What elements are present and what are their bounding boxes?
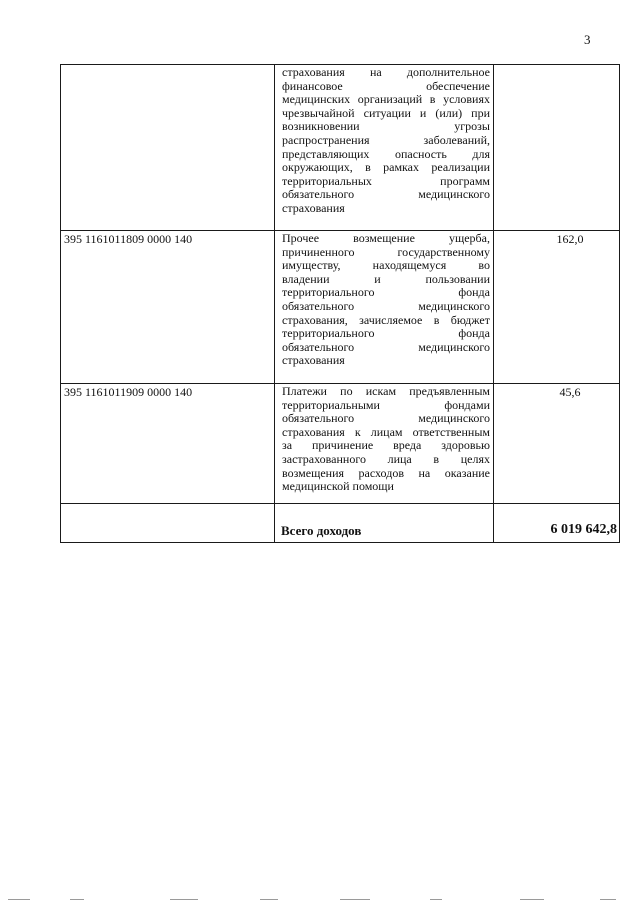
income-name-line: владении и пользовании: [282, 271, 490, 286]
budget-code-cell: 395 1161011809 0000 140: [61, 231, 275, 384]
table-row: [61, 65, 620, 231]
income-name-line: обязательного медицинского: [282, 187, 490, 202]
table-row: [61, 384, 620, 504]
income-name-cell: [275, 231, 494, 384]
total-value: 6 019 642,8: [550, 522, 617, 538]
income-name-line: за причинение вреда здоровью: [282, 438, 490, 453]
income-name-line: обязательного медицинского: [282, 298, 490, 313]
page-number: 3: [584, 32, 591, 47]
amount-cell: [494, 65, 620, 231]
income-name-cell: [275, 65, 494, 231]
income-name-line: территориальными фондами: [282, 397, 490, 412]
total-value-cell: [494, 504, 620, 543]
amount-cell: [494, 384, 620, 504]
income-name-line: застрахованного лица в целях: [282, 451, 490, 466]
income-table: [60, 64, 620, 543]
income-name-line: причиненного государственному: [282, 244, 490, 259]
income-name-line: обязательного медицинского: [282, 339, 490, 354]
income-name-line: представляющих опасность для: [282, 146, 490, 161]
amount-value: 162,0: [556, 232, 584, 246]
income-name-line: страхования, зачисляемое в бюджет: [282, 312, 490, 327]
income-name-text: [282, 385, 490, 494]
total-label: Всего доходов: [281, 523, 362, 539]
income-name-line: территориального фонда: [282, 326, 490, 341]
income-name-line: страхования: [282, 200, 345, 215]
total-empty-cell: [61, 504, 275, 543]
income-name-line: возмещения расходов на оказание: [282, 465, 490, 480]
income-name-line: страхования к лицам ответственным: [282, 424, 490, 439]
income-name-line: страхования: [282, 353, 345, 368]
income-name-line: медицинской помощи: [282, 479, 394, 494]
income-name-line: страхования на дополнительное: [282, 65, 490, 79]
total-label-cell: [275, 504, 494, 543]
income-name-line: возникновении угрозы: [282, 119, 490, 134]
income-name-line: территориального фонда: [282, 285, 490, 300]
income-name-line: распространения заболеваний,: [282, 132, 490, 147]
income-name-text: [282, 232, 490, 368]
amount-value: 45,6: [559, 385, 581, 399]
budget-code-cell: [61, 65, 275, 231]
scan-edge-marks: [0, 895, 640, 905]
table-row: [61, 231, 620, 384]
income-name-line: Платежи по искам предъявленным: [282, 384, 490, 398]
income-name-line: имуществу, находящемуся во: [282, 258, 490, 273]
income-name-line: территориальных программ: [282, 173, 490, 188]
income-name-line: Прочее возмещение ущерба,: [282, 231, 490, 245]
budget-code-cell: 395 1161011909 0000 140: [61, 384, 275, 504]
total-row: [61, 504, 620, 543]
income-name-line: окружающих, в рамках реализации: [282, 160, 490, 175]
income-name-text: [282, 66, 490, 216]
income-name-line: финансовое обеспечение: [282, 78, 490, 93]
amount-cell: [494, 231, 620, 384]
income-name-line: обязательного медицинского: [282, 411, 490, 426]
income-name-line: медицинских организаций в условиях: [282, 92, 490, 107]
income-name-cell: [275, 384, 494, 504]
income-name-line: чрезвычайной ситуации и (или) при: [282, 105, 490, 120]
